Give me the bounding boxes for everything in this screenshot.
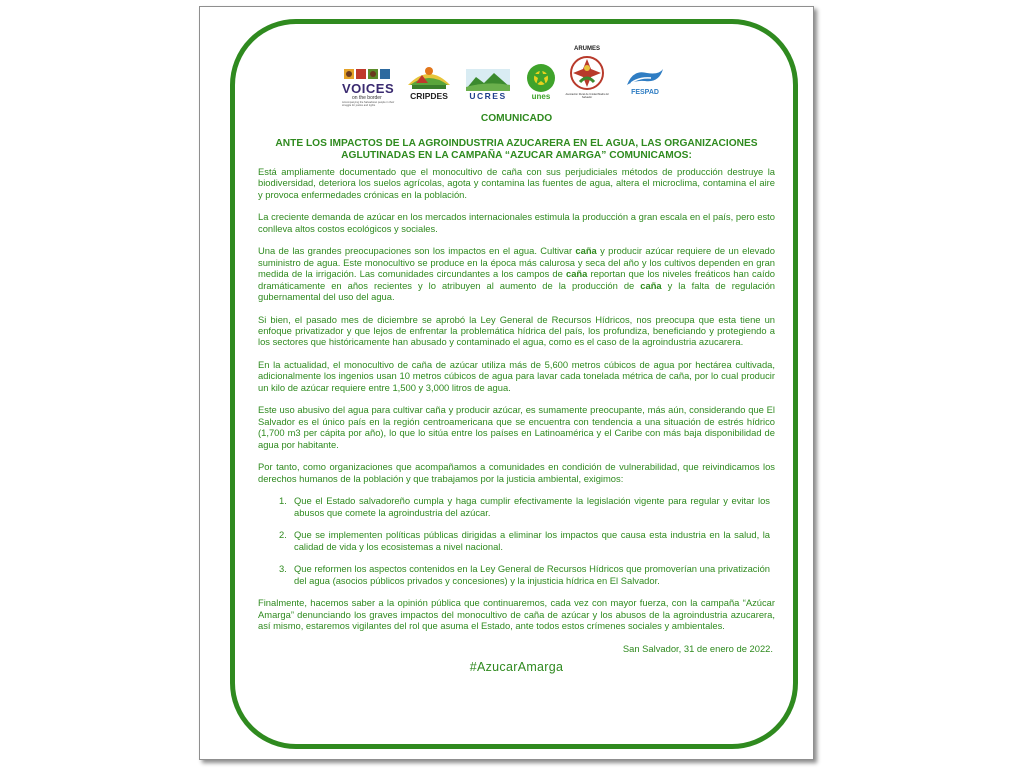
demands-list (258, 495, 775, 586)
paragraph-3-text-1: Una de las grandes preocupaciones son los impactos en el agua. Cultivar (258, 245, 576, 257)
list-item-text: Que reformen los aspectos contenidos en la Ley General de Recursos Hídricos que promoverían una privatización del agua (asocios públicos privados y concesiones) y la injusticia hídrica en El Salvador. (294, 563, 770, 586)
voices-logo-sub: on the border (352, 95, 382, 101)
unes-logo-graphic (526, 63, 556, 93)
paragraph-3-text-2: y producir azúcar requiere de un elevado suministro de agua. Este monocultivo se produce en la época más calurosa y seca del año y los cultivos dependen en gran medida de la irrigación. Las comunidades circundantes a los campos de (258, 245, 775, 280)
organization-logos (340, 46, 670, 109)
document-date: San Salvador, 31 de enero de 2022. (622, 642, 773, 654)
ucres-logo-name: UCRES (469, 91, 507, 101)
voices-logo (340, 67, 400, 113)
voices-logo-tagline: Accompanying the Salvadoran people in their struggle for justice and rights (342, 101, 395, 107)
fespad-logo (625, 67, 665, 101)
paragraph-3-bold-2: caña (566, 268, 588, 280)
paragraph-3 (258, 245, 775, 302)
list-item-number: 3. (279, 563, 287, 575)
paragraph-4: Si bien, el pasado mes de diciembre se aprobó la Ley General de Recursos Hídricos, nos preocupa que esta tiene un enfoque privatizador y que lejos de enfrentar la problemática hídrica del país, los profundiza, beneficiando y protegiendo a los sectores que históricamente han abusado y contaminado el agua, como es el caso de la agroindustria azucarera. (258, 313, 775, 348)
list-item-number: 2. (279, 529, 287, 541)
cripdes-logo-name: CRIPDES (410, 91, 448, 101)
paragraph-3-bold-1: caña (575, 245, 597, 257)
campaign-hashtag: #AzucarAmarga (469, 660, 564, 675)
list-item (258, 495, 775, 518)
arumes-logo-graphic (568, 54, 606, 92)
paragraph-6: Este uso abusivo del agua para cultivar caña y producir azúcar, es sumamente preocupante, más aún, considerando que El Salvador es el único país en la región centroamericana que se encuentra con tendencia a una situación de estrés hídrico (1,700 m3 per cápita por año), lo que lo sitúa entre los países en Latinoamérica y el Caribe con más baja disponibilidad de agua por habitante. (258, 404, 775, 450)
ucres-logo-graphic (466, 69, 510, 91)
fespad-logo-name: FESPAD (631, 89, 659, 96)
paragraph-1: Está ampliamente documentado que el monocultivo de caña con sus perjudiciales métodos de producción destruye la biodiversidad, deteriora los suelos agrícolas, agota y contamina las fuentes de agua, altera el microclima, contamina el aire y provoca enfermedades crónicas en la población. (258, 166, 775, 200)
list-item-text: Que el Estado salvadoreño cumpla y haga cumplir efectivamente la legislación vigente para regular y evitar los abusos que comete la agroindustria del azúcar. (294, 495, 770, 518)
paragraph-8: Finalmente, hacemos saber a la opinión pública que continuaremos, cada vez con mayor fuerza, con la campaña “Azúcar Amarga” denunciando los graves impactos del monocultivo de caña de azúcar y los abusos de la agroindustria azucarera, así mismo, estaremos vigilantes del rol que asuma el Estado, ante todos estos crímenes sociales y ambientales. (258, 597, 775, 632)
paragraph-2: La creciente demanda de azúcar en los mercados internacionales estimula la producción a gran escala en el país, pero esto conlleva altos costos ecológicos y sociales. (258, 211, 775, 234)
unes-logo-name: unes (531, 92, 551, 101)
unes-logo (526, 63, 556, 105)
paragraph-5: En la actualidad, el monocultivo de caña de azúcar utiliza más de 5,600 metros cúbicos de agua por hectárea cultivada, adicionalmente los ingenios usan 10 metros cúbicos de agua para lavar cada tonelada métrica de caña, por lo cual producir un kilo de azúcar requiere entre 1,500 y 3,000 litros de agua. (258, 359, 775, 393)
list-item-number: 1. (279, 495, 287, 507)
voices-logo-name: VOICES (342, 81, 395, 96)
document-heading: ANTE LOS IMPACTOS DE LA AGROINDUSTRIA AZUCARERA EN EL AGUA, LAS ORGANIZACIONES AGLUTINADAS EN LA CAMPAÑA “AZUCAR AMARGA” COMUNICAMOS: (275, 138, 758, 161)
list-item (258, 563, 775, 586)
paragraph-3-text-4: y la falta de regulación gubernamental del uso del agua. (258, 279, 775, 303)
fespad-logo-graphic (625, 67, 665, 89)
arumes-logo-sub: Asociación Rural de Unidad Madre El Salvador (565, 93, 609, 99)
paragraph-7: Por tanto, como organizaciones que acompañamos a comunidades en condición de vulnerabilidad, que reivindicamos los derechos humanos de la población y que trabajamos por la justicia ambiental, exigimos: (258, 461, 775, 484)
communique-body (258, 110, 775, 674)
arumes-logo (565, 46, 609, 106)
paragraph-3-text-3: reportan que los niveles freáticos han caído dramáticamente en años recientes y lo atribuyen al aumento de la producción de (258, 268, 775, 291)
list-item-text: Que se implementen políticas públicas dirigidas a eliminar los impactos que causa esta industria en la salud, la calidad de vida y los ecosistemas a nivel nacional. (294, 529, 770, 552)
list-item (258, 529, 775, 552)
document-page (199, 6, 814, 760)
arumes-logo-name: ARUMES (573, 46, 600, 52)
document-title: COMUNICADO (480, 113, 553, 124)
cripdes-logo-graphic (406, 61, 452, 91)
ucres-logo (466, 69, 510, 101)
cripdes-logo (406, 61, 452, 105)
paragraph-3-bold-3: caña (640, 279, 662, 291)
